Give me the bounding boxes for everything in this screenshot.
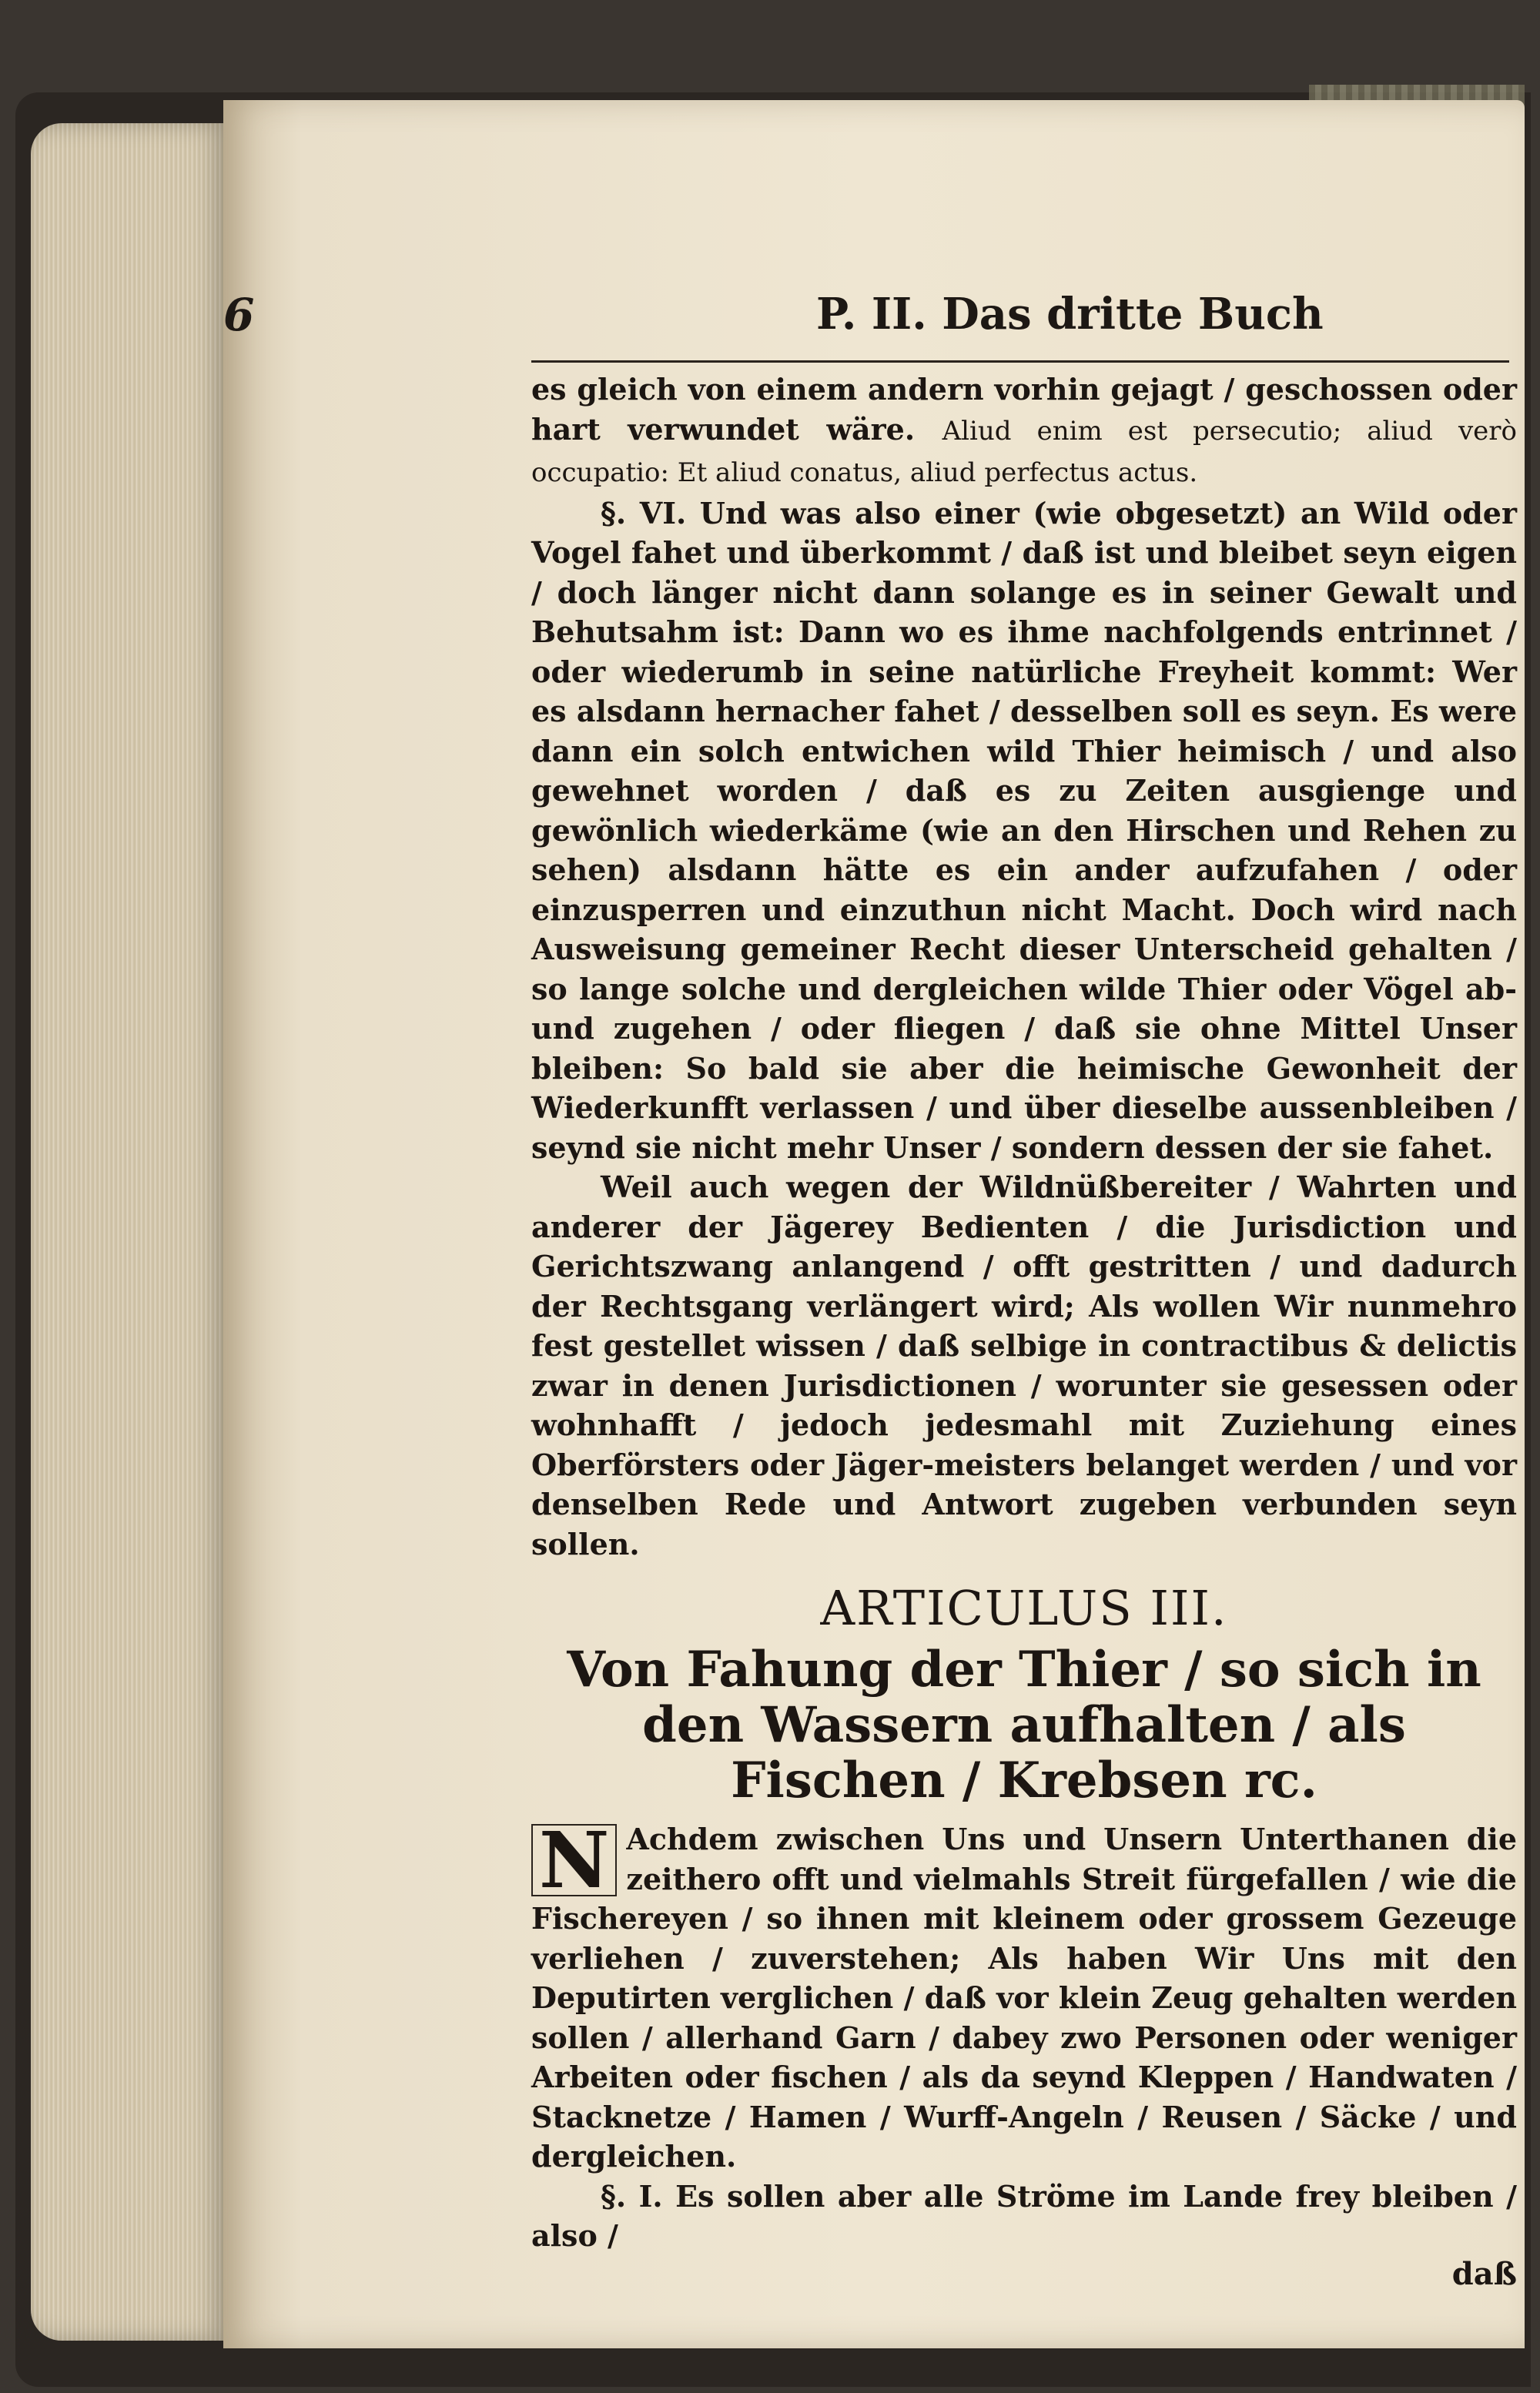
section-title: Von Fahung der Thier / so sich in den Wassern aufhalten / als Fischen / Krebsen rc.	[567, 1641, 1481, 1809]
text-block	[531, 370, 1517, 2292]
catchword: daß	[1451, 2255, 1517, 2292]
drop-cap: N	[531, 1824, 617, 1896]
paragraph-section-vi: §. VI. Und was also einer (wie obgesetzt) an Wild oder Vogel fahet und überkommt / daß ist und bleibet seyn eigen / doch länger nicht dann solange es in seiner Gewalt und Behutsahm ist: Dann wo es ihme nachfolgends entrinnet / oder wiederumb in seine natürliche Freyheit kommt: Wer es alsdann hernacher fahet / desselben soll es seyn. Es were dann ein solch entwichen wild Thier heimisch / und also gewehnet worden / daß es zu Zeiten ausgienge und gewönlich wiederkäme (wie an den Hirschen und Rehen zu sehen) alsdann hätte es ein ander aufzufahen / oder einzusperren und einzuthun nicht Macht. Doch wird nach Ausweisung gemeiner Recht dieser Unterscheid gehalten / so lange solche und dergleichen wilde Thier oder Vögel ab- und zugehen / oder fliegen / daß sie ohne Mittel Unser bleiben: So bald sie aber die heimische Gewonheit der Wiederkunfft verlassen / und über dieselbe aussenbleiben / seynd sie nicht mehr Unser / sondern dessen der sie fahet.	[531, 495, 1517, 1165]
paragraph-continuation	[531, 370, 1517, 494]
running-head-title: P. II. Das dritte Buch	[816, 289, 1324, 340]
paragraph-section-i: §. I. Es sollen aber alle Ströme im Lande frey bleiben / also /	[531, 2178, 1517, 2253]
paragraph-fisheries	[531, 1815, 1517, 2177]
paragraph-1-german: es gleich von einem andern vorhin gejagt / geschossen oder hart verwundet wäre.	[531, 372, 1517, 447]
header-rule	[531, 360, 1509, 363]
page-edges	[31, 123, 223, 2341]
article-heading: ARTICULUS III.	[820, 1580, 1228, 1636]
paragraph-jurisdiction: Weil auch wegen der Wildnüßbereiter / Wahrten und anderer der Jägerey Bedienten / die Jurisdiction und Gerichtszwang anlangend / offt gestritten / und dadurch der Rechtsgang verlängert wird; Als wollen Wir nunmehro fest gestellet wissen / daß selbige in contractibus & delictis zwar in denen Jurisdictionen / worunter sie gesessen oder wohnhafft / jedoch jedesmahl mit Zuziehung eines Oberförsters oder Jäger-meisters belanget werden / und vor denselben Rede und Antwort zugeben verbunden seyn sollen.	[531, 1170, 1517, 1561]
paragraph-1-latin: Aliud enim est persecutio; aliud verò occupatio: Et aliud conatus, aliud perfectus actus.	[531, 415, 1517, 488]
paragraph-fisheries-text: Achdem zwischen Uns und Unsern Unterthanen die zeithero offt und vielmahls Streit fürgefallen / wie die Fischereyen / so ihnen mit kleinem oder grossem Gezeuge verliehen / zuverstehen; Als haben Wir Uns mit den Deputirten verglichen / daß vor klein Zeug gehalten werden sollen / allerhand Garn / dabey zwo Personen oder weniger Arbeiten oder fischen / als da seynd Kleppen / Handwaten / Stacknetze / Hamen / Wurff-Angeln / Reusen / Säcke / und dergleichen.	[531, 1822, 1517, 2174]
page-number: 6	[223, 289, 255, 341]
